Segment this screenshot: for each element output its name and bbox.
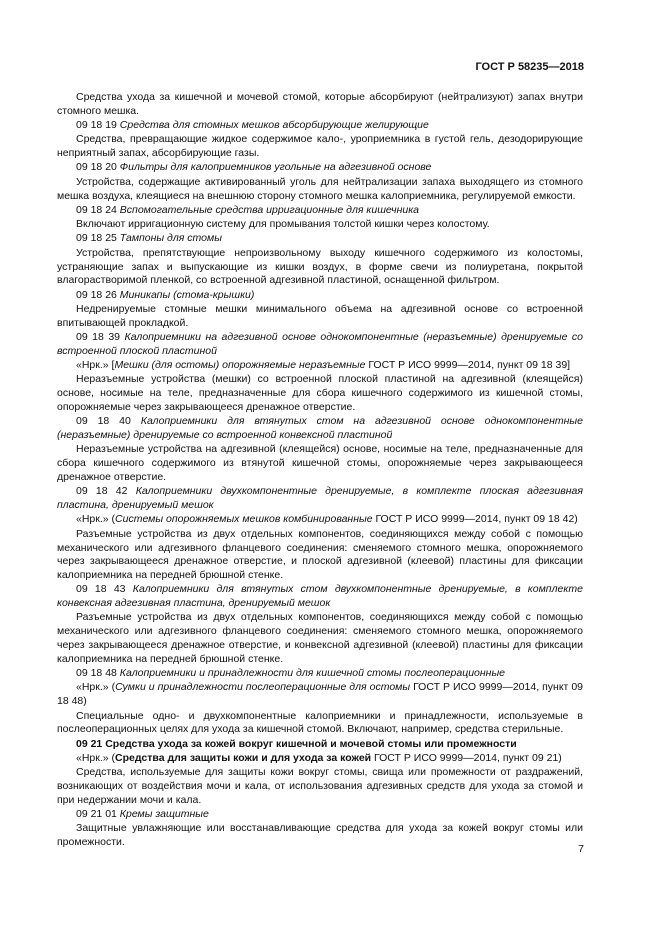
nrk-reference (57, 681, 583, 709)
section-heading (57, 738, 583, 752)
nrk-suffix: ГОСТ Р ИСО 9999—2014, пункт 09 18 42) (372, 513, 578, 526)
entry-title: Калоприемники для втянутых стом на адгезивной основе однокомпонентные (неразъемные) дренируемые со встроенной конвексной пластиной (57, 415, 583, 442)
nrk-title: Системы опорожняемых мешков комбинированные (115, 513, 373, 526)
nrk-prefix: «Нрк.» ( (76, 513, 116, 526)
section-heading-text: 09 21 Средства ухода за кожей вокруг кишечной и мочевой стомы или промежности (76, 737, 517, 750)
entry-title: Тампоны для стомы (119, 232, 222, 245)
nrk-title: Сумки и принадлежности послеоперационные для остомы (115, 681, 411, 694)
body-paragraph: Средства, превращающие жидкое содержимое кало-, уроприемника в густой гель, дезодорирующие неприятный запах, абсорбирующие газы. (57, 133, 583, 160)
body-paragraph: Разъемные устройства из двух отдельных компонентов, соединяющихся между собой с помощью механического или адгезивного фланцевого соединения: сменяемого стомного мешка, опорожняемого через закрывающееся дренажное отверстие, и плоской адгезивной (клеевой) пластины для фиксации калоприемника на передней брюшной стенке. (57, 527, 583, 582)
nrk-reference (57, 359, 583, 373)
body-paragraph: Защитные увлажняющие или восстанавливающие средства для ухода за кожей вокруг стомы или промежности. (57, 822, 583, 849)
body-paragraph: Устройства, содержащие активированный уголь для нейтрализации запаха выходящего из стомного мешка воздуха, клеящиеся на внешнюю сторону стомного мешка калоприемника, регулируемой емкости. (57, 175, 583, 202)
nrk-suffix: ГОСТ Р ИСО 9999—2014, пункт 09 18 39] (365, 359, 571, 372)
entry-title: Фильтры для калоприемников угольные на адгезивной основе (119, 161, 432, 174)
nrk-reference (57, 752, 583, 766)
classification-entry (57, 119, 583, 133)
classification-entry (57, 485, 583, 513)
body-paragraph: Недренируемые стомные мешки минимального объема на адгезивной основе со встроенной впитывающей прокладкой. (57, 302, 583, 329)
entry-code: 09 18 20 (76, 161, 117, 174)
nrk-suffix: ГОСТ Р ИСО 9999—2014, пункт 09 18 48) (57, 681, 583, 708)
body-paragraph: Средства, используемые для защиты кожи вокруг стомы, свища или промежности от раздражений, возникающих от воздействия мочи и кала, от использования адгезивных средств для ухода за стомой и при недержании мочи и кала. (57, 766, 583, 806)
body-paragraph: Разъемные устройства из двух отдельных компонентов, соединяющихся между собой с помощью механического или адгезивного фланцевого соединения: сменяемого стомного мешка, опорожняемого через закрывающееся дренажное отверстие, и конвексной адгезивной (клеевой) пластины для фиксации калоприемника на передней брюшной стенке. (57, 611, 583, 665)
document-body (57, 91, 583, 851)
entry-code: 09 21 01 (76, 808, 117, 821)
classification-entry (57, 232, 583, 246)
classification-entry (57, 204, 583, 218)
nrk-reference (57, 513, 583, 527)
entry-title: Средства для стомных мешков абсорбирующие желирующие (119, 119, 429, 132)
nrk-prefix: «Нрк.» [ (76, 359, 115, 372)
nrk-title: Мешки (для остомы) опорожняемые неразъемные (114, 359, 366, 372)
body-paragraph: Включают ирригационную систему для промывания толстой кишки через колостому. (76, 218, 490, 231)
entry-title: Кремы защитные (119, 808, 209, 821)
entry-code: 09 18 24 (76, 203, 117, 216)
body-paragraph: Средства ухода за кишечной и мочевой стомой, которые абсорбируют (нейтрализуют) запах внутри стомного мешка. (57, 91, 583, 117)
classification-entry (57, 331, 583, 359)
page-number: 7 (578, 843, 584, 855)
classification-entry (57, 415, 583, 443)
entry-title: Калоприемники для втянутых стом двухкомпонентные дренируемые, в комплекте конвексная адгезивная пластина, дренируемый мешок (57, 583, 583, 610)
entry-code: 09 18 25 (76, 232, 117, 245)
classification-entry (57, 808, 583, 822)
document-header: ГОСТ Р 58235—2018 (475, 61, 584, 73)
classification-entry (57, 289, 583, 303)
entry-title: Калоприемники на адгезивной основе однокомпонентные (неразъемные) дренируемые со встроенной плоской пластиной (57, 331, 583, 357)
entry-title: Миникапы (стома-крышки) (119, 288, 255, 301)
entry-title: Вспомогательные средства ирригационные для кишечника (119, 203, 420, 216)
body-paragraph: Устройства, препятствующие непроизвольному выходу кишечного содержимого из колостомы, устраняющие запах и выпускающие из кишки воздух, в форме свечи из полиуретана, покрытой влагорастворимой пленкой, со встроенной адгезивной пластиной, оснащенной фильтром. (57, 246, 583, 287)
nrk-prefix: «Нрк.» ( (76, 751, 116, 764)
body-paragraph: Неразъемные устройства на адгезивной (клеящейся) основе, носимые на теле, предназначенные для сбора кишечного содержимого из втянутой кишечной стомы, опорожняемые через закрывающееся дренажное отверстие. (57, 443, 583, 484)
entry-title: Калоприемники и принадлежности для кишечной стомы послеоперационные (119, 667, 506, 680)
entry-code: 09 18 39 (76, 331, 121, 344)
entry-code: 09 18 40 (76, 415, 131, 428)
classification-entry (57, 583, 583, 611)
body-paragraph: Специальные одно- и двухкомпонентные калоприемники и принадлежности, используемые в послеоперационных целях для ухода за кишечной стомой. Включают, например, средства стерильные. (57, 709, 583, 736)
nrk-suffix: ГОСТ Р ИСО 9999—2014, пункт 09 21) (371, 751, 562, 764)
classification-entry (57, 161, 583, 175)
entry-code: 09 18 42 (76, 485, 128, 498)
entry-code: 09 18 19 (76, 119, 117, 132)
classification-entry (57, 667, 583, 681)
entry-title: Калоприемники двухкомпонентные дренируемые, в комплекте плоская адгезивная пластина, дренируемый мешок (57, 485, 584, 512)
entry-code: 09 18 43 (76, 583, 126, 596)
nrk-title: Средства для защиты кожи и для ухода за кожей (115, 751, 372, 764)
nrk-prefix: «Нрк.» ( (76, 681, 116, 694)
entry-code: 09 18 26 (76, 288, 117, 301)
body-paragraph: Неразъемные устройства (мешки) со встроенной плоской пластиной на адгезивной (клеящейся) основе, носимые на теле, предназначенные для сбора кишечного содержимого из кишечной стомы, опорожняемые через закрывающееся дренажное отверстие. (57, 373, 583, 414)
entry-code: 09 18 48 (76, 667, 117, 680)
